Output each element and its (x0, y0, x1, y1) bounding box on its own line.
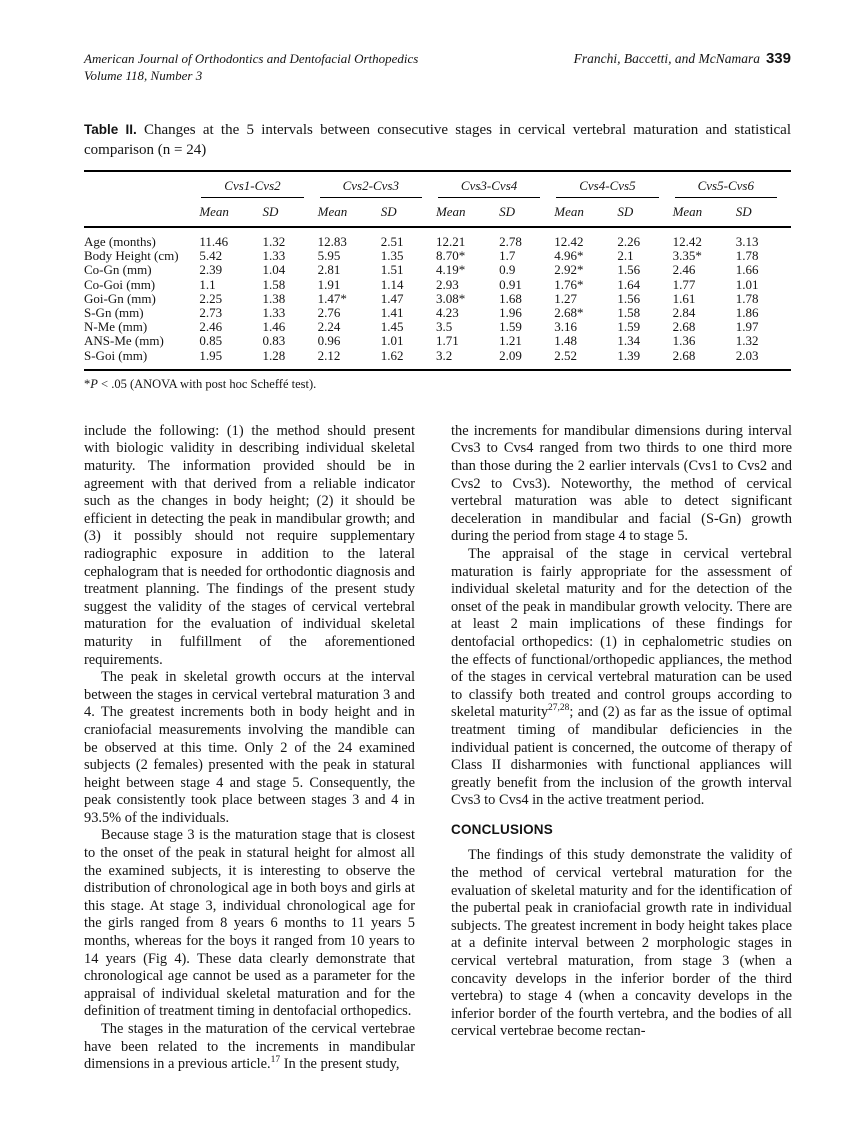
row-label: Body Height (cm) (84, 248, 179, 264)
cell-value: 1.97 (735, 319, 759, 335)
cell-value: 5.42 (199, 248, 223, 264)
cell-value: 1.91 (317, 276, 341, 292)
cell-value: 1.78 (735, 248, 759, 264)
table-caption (84, 120, 791, 160)
table-subheader: SD (736, 198, 791, 227)
cell-value: 1.01 (380, 333, 404, 349)
row-label: Age (months) (84, 234, 156, 249)
cell-value: 12.83 (317, 234, 347, 249)
right-column (451, 423, 792, 1074)
table-group-label: Cvs5-Cvs6 (675, 178, 777, 198)
cell-value: 3.08* (435, 290, 466, 306)
cell-value: 1.41 (380, 305, 404, 321)
cell-value: 12.21 (435, 234, 466, 249)
cell-value: 1.21 (499, 333, 522, 349)
cell-value: 1.86 (735, 305, 759, 321)
table-group-header (318, 171, 436, 198)
cell-value: 1.36 (672, 333, 696, 349)
row-label: S-Goi (mm) (84, 347, 148, 363)
cell-value: 2.73 (199, 305, 223, 321)
cell-value: 2.92* (554, 262, 584, 278)
cell-value: 5.95 (317, 248, 341, 264)
cell-value: 3.13 (735, 234, 759, 249)
row-label: ANS-Me (mm) (84, 333, 164, 349)
table-group-label: Cvs1-Cvs2 (201, 178, 303, 198)
cell-value: 1.14 (380, 276, 404, 292)
cell-value: 0.96 (317, 333, 341, 349)
cell-value: 1.47 (380, 290, 404, 306)
table-row (84, 249, 791, 263)
cell-value: 1.95 (199, 347, 223, 363)
table-subheader: Mean (554, 198, 617, 227)
table-row (84, 334, 791, 348)
cell-value: 0.91 (499, 276, 522, 292)
body-paragraph: The stages in the maturation of the cervical vertebrae have been related to the increments in mandibular dimensions in a previous article.$^{17}$ In the present study, (84, 1021, 415, 1073)
cell-value: 2.26 (617, 234, 641, 249)
table-label: Table II. (84, 122, 137, 137)
body-paragraph: Because stage 3 is the maturation stage that is closest to the onset of the peak in statural height for almost all the examined subjects, it is interesting to observe the distribution of chronological age in both boys and girls at this stage. At stage 3, individual chronological age for the girls ranged from 8 years 6 months to 11 years 5 months, whereas for the boys it ranged from 10 years to 14 years (Fig 4). These data clearly demonstrate that chronological age cannot be used as a parameter for the appraisal of individual skeletal maturation and for the definition of treatment timing in dentofacial orthopedics. (84, 827, 415, 1020)
table-subheader: SD (499, 198, 554, 227)
table-subheader-row (84, 198, 791, 227)
body-paragraph: The appraisal of the stage in cervical vertebral maturation is fairly appropriate for the assessment of individual skeletal maturity and for the detection of the onset of the peak in mandibular growth velocity. There are at least 2 main implications of these findings for dentofacial orthopedics: (1) in cephalometric studies on the effects of functional/orthopedic appliances, the method of the stages in cervical vertebral maturation can be used to classify both treated and control groups according to skeletal maturity$^{27,28}$; and (2) as far as the issue of optimal treatment timing of mandibular deficiencies in the individual patient is concerned, the outcome of therapy of Class II disharmonies with functional appliances will greatly benefit from the inclusion of the growth interval Cvs3 to Cvs4 in the active treatment period. (451, 545, 793, 809)
cell-value: 2.93 (435, 276, 459, 292)
cell-value: 2.46 (672, 262, 696, 278)
cell-value: 8.70* (435, 248, 466, 264)
journal-title: American Journal of Orthodontics and Dentofacial Orthopedics (84, 51, 419, 66)
table-group-label: Cvs4-Cvs5 (556, 178, 658, 198)
table-group-header (673, 171, 791, 198)
cell-value: 0.85 (199, 333, 223, 349)
article-body (84, 423, 791, 1074)
cell-value: 1.46 (262, 319, 286, 335)
table-body (84, 227, 791, 370)
journal-info (84, 50, 418, 84)
table-row (84, 320, 791, 334)
table-group-header (199, 171, 317, 198)
table-subheader: SD (381, 198, 436, 227)
cell-value: 1.1 (199, 276, 216, 292)
cell-value: 1.48 (554, 333, 577, 349)
cell-value: 1.61 (672, 290, 696, 306)
cell-value: 1.04 (262, 262, 286, 278)
cell-value: 1.76* (554, 276, 584, 292)
body-paragraph: The findings of this study demonstrate the validity of the method of cervical vertebral maturation for the evaluation of skeletal maturity and for the identification of the pubertal peak in craniofacial growth rate in individual subjects. The greatest increment in body height takes place at a definite interval between 2 morphologic stages in cervical vertebral maturation, from stage 3 (when a concavity develops in the inferior border of the third vertebra) to stage 4 (when a concavity develops in the inferior border of the fourth vertebra, and the bodies of all cervical vertebrae become rectan- (451, 847, 792, 1040)
conclusions-heading: CONCLUSIONS (451, 821, 553, 837)
cell-value: 1.7 (499, 248, 516, 264)
table-subheader: Mean (436, 198, 499, 227)
table-row (84, 349, 791, 370)
cell-value: 1.77 (672, 276, 696, 292)
cell-value: 1.56 (617, 290, 641, 306)
cell-value: 2.46 (199, 319, 223, 335)
cell-value: 2.81 (317, 262, 341, 278)
cell-value: 2.25 (199, 290, 223, 306)
row-label: N-Me (mm) (84, 319, 148, 335)
cell-value: 0.9 (499, 262, 516, 278)
cell-value: 1.71 (435, 333, 459, 349)
cell-value: 1.96 (499, 305, 522, 321)
cell-value: 1.47* (317, 290, 347, 306)
cell-value: 1.58 (262, 276, 286, 292)
row-label: Co-Gn (mm) (84, 262, 152, 278)
cell-value: 3.16 (554, 319, 577, 335)
cell-value: 1.27 (554, 290, 577, 306)
table-group-label: Cvs3-Cvs4 (438, 178, 540, 198)
cell-value: 2.03 (735, 347, 759, 363)
cell-value: 2.68 (672, 319, 696, 335)
left-column (84, 423, 415, 1074)
cell-value: 1.62 (380, 347, 404, 363)
cell-value: 1.35 (380, 248, 404, 264)
cell-value: 1.59 (499, 319, 522, 335)
cell-value: 1.59 (617, 319, 641, 335)
cell-value: 2.39 (199, 262, 223, 278)
table-row (84, 292, 791, 306)
cell-value: 1.68 (499, 290, 522, 306)
cell-value: 1.45 (380, 319, 404, 335)
cell-value: 2.78 (499, 234, 522, 249)
cell-value: 2.68* (554, 305, 584, 321)
cell-value: 2.76 (317, 305, 341, 321)
cell-value: 0.83 (262, 333, 286, 349)
cell-value: 1.39 (617, 347, 641, 363)
cell-value: 4.96* (554, 248, 584, 264)
cell-value: 12.42 (554, 234, 584, 249)
body-paragraph: The peak in skeletal growth occurs at the interval between the stages in cervical vertebral maturation 3 and 4. The greatest increments both in body height and in craniofacial measurements involving the mandible can be observed at this time. Only 2 of the 24 examined subjects (2 females) presented with the peak in statural height between stage 4 and stage 5. Consequently, the peak consistently took place between stages 3 and 4 in 93.5% of the individuals. (84, 669, 415, 826)
cell-value: 1.01 (735, 276, 759, 292)
body-paragraph: include the following: (1) the method should present with biologic validity in describing individual skeletal maturity. The information provided should be in agreement with that derived from a reliable indicator such as the changes in body height; (2) it should be efficient in detecting the peak in mandibular growth; and (3) it possibly should not require supplementary radiographic exposure in addition to the lateral cephalogram that is needed for orthodontic diagnosis and treatment planning. The findings of the present study suggest the validity of the stages of cervical vertebral maturation for the evaluation of individual skeletal maturity in fulfillment of the aforementioned requirements. (84, 422, 415, 668)
cell-value: 1.58 (617, 305, 641, 321)
authors-pagenumber (574, 50, 791, 67)
cell-value: 1.28 (262, 347, 286, 363)
results-table (84, 170, 791, 371)
table-subheader: Mean (199, 198, 262, 227)
table-subheader: Mean (318, 198, 381, 227)
cell-value: 1.56 (617, 262, 641, 278)
cell-value: 3.2 (435, 347, 453, 363)
cell-value: 4.23 (435, 305, 459, 321)
page-number: 339 (765, 50, 791, 67)
table-row (84, 306, 791, 320)
cell-value: 3.5 (435, 319, 453, 335)
cell-value: 3.35* (672, 248, 702, 264)
cell-value: 1.33 (262, 305, 286, 321)
cell-value: 2.24 (317, 319, 341, 335)
table-row (84, 263, 791, 277)
cell-value: 12.42 (672, 234, 702, 249)
table-subheader: SD (617, 198, 672, 227)
cell-value: 1.66 (735, 262, 759, 278)
cell-value: 1.51 (380, 262, 404, 278)
table-subheader: SD (262, 198, 317, 227)
table-group-row (84, 171, 791, 198)
cell-value: 2.84 (672, 305, 696, 321)
table-group-header (554, 171, 672, 198)
cell-value: 1.64 (617, 276, 641, 292)
table-block (84, 120, 791, 392)
cell-value: 2.68 (672, 347, 696, 363)
cell-value: 1.33 (262, 248, 286, 264)
table-group-header (436, 171, 554, 198)
table-subheader: Mean (673, 198, 736, 227)
table-stub-header (84, 198, 199, 227)
table-row (84, 278, 791, 292)
table-row (84, 227, 791, 249)
cell-value: 2.52 (554, 347, 577, 363)
body-paragraph: the increments for mandibular dimensions during interval Cvs3 to Cvs4 ranged from two thirds to one third more than those during the 2 earlier intervals (Cvs1 to Cvs2 and Cvs2 to Cvs3). Noteworthy, the method of cervical vertebral maturation was able to detect significant deceleration in mandibular and facial (S-Gn) growth during the period from stage 4 to stage 5. (451, 422, 792, 545)
cell-value: 4.19* (435, 262, 466, 278)
cell-value: 2.09 (499, 347, 522, 363)
cell-value: 11.46 (199, 234, 229, 249)
table-group-label: Cvs2-Cvs3 (320, 178, 422, 198)
cell-value: 2.1 (617, 248, 634, 264)
cell-value: 2.51 (380, 234, 404, 249)
cell-value: 1.38 (262, 290, 286, 306)
cell-value: 1.32 (262, 234, 286, 249)
table-stub-header (84, 171, 199, 198)
authors: Franchi, Baccetti, and McNamara (573, 51, 760, 66)
table-footnote: *P < .05 (ANOVA with post hoc Scheffé test). (84, 376, 317, 391)
row-label: Goi-Gn (mm) (84, 290, 156, 306)
running-head (84, 50, 791, 84)
cell-value: 1.34 (617, 333, 641, 349)
journal-volume: Volume 118, Number 3 (84, 68, 203, 83)
row-label: Co-Goi (mm) (84, 276, 156, 292)
row-label: S-Gn (mm) (84, 305, 144, 321)
table-caption-text: Changes at the 5 intervals between consecutive stages in cervical vertebral maturation and statistical comparison (n = 24) (84, 122, 792, 158)
cell-value: 1.78 (735, 290, 759, 306)
cell-value: 2.12 (317, 347, 341, 363)
cell-value: 1.32 (735, 333, 759, 349)
